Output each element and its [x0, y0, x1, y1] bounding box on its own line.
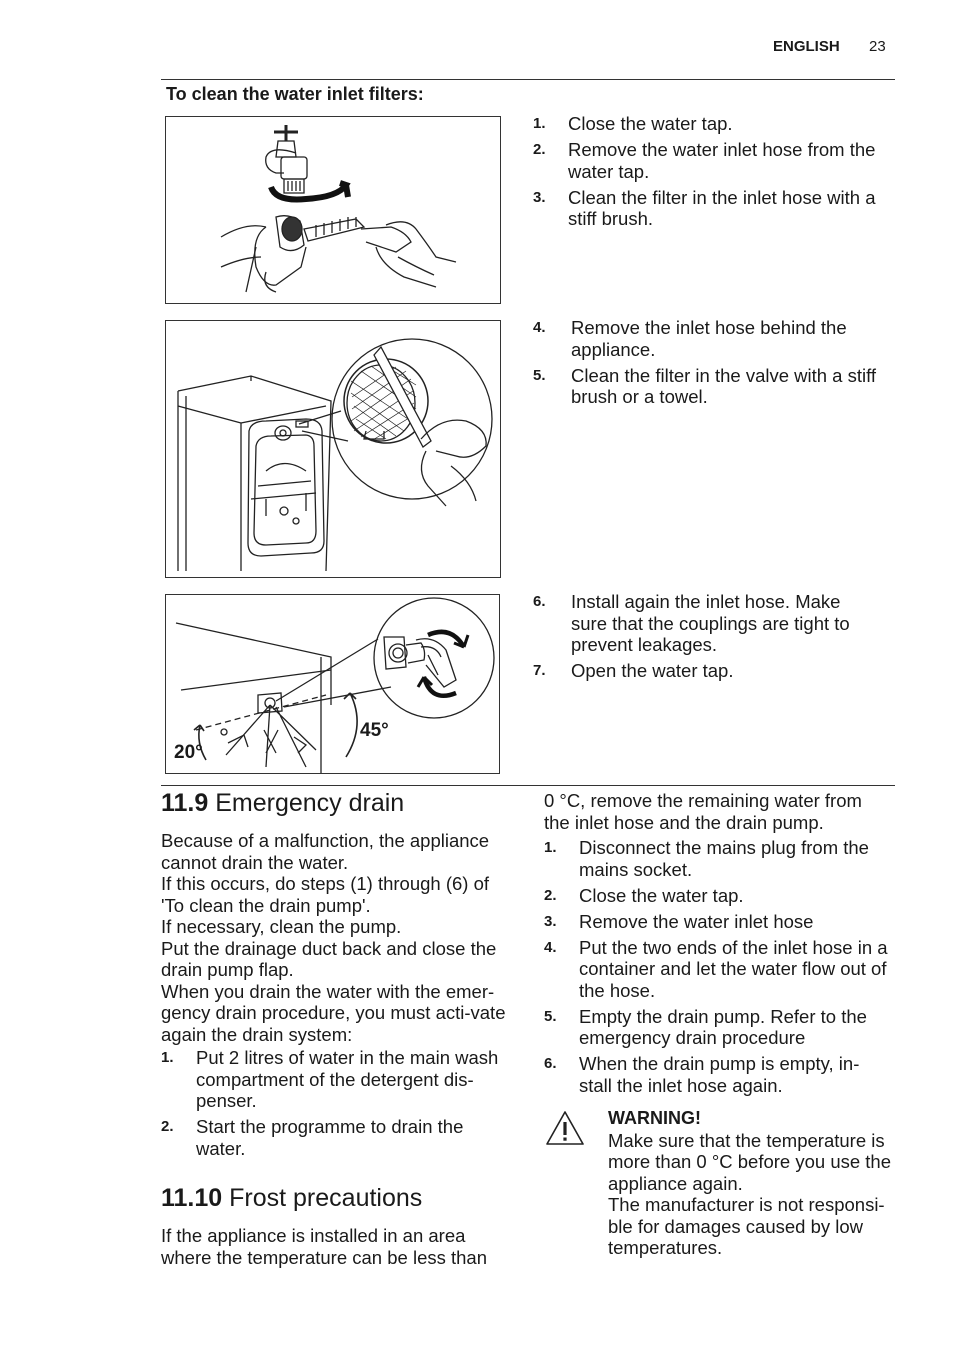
- list-item: 5. Clean the filter in the valve with a stiff brush or a towel.: [533, 364, 877, 407]
- heading-frost-precautions: 11.10 Frost precautions: [161, 1184, 423, 1212]
- running-header-language: ENGLISH: [773, 38, 840, 55]
- warning-text: Make sure that the temperature is more than 0 °C before you use the appliance again.: [608, 1129, 892, 1194]
- inlet-steps-group-1: [533, 113, 878, 234]
- list-item: 5. Empty the drain pump. Refer to the emergency drain procedure: [544, 1005, 867, 1048]
- paragraph: Put the drainage duct back and close the drain pump flap.: [161, 937, 497, 980]
- figure-valve-filter: [165, 320, 501, 578]
- heading-emergency-drain: 11.9 Emergency drain: [161, 789, 405, 817]
- list-item: 2. Remove the water inlet hose from the water tap.: [533, 139, 876, 182]
- list-item: 3. Remove the water inlet hose: [544, 910, 814, 932]
- list-item: 2. Start the programme to drain the water.: [161, 1116, 464, 1159]
- inlet-filters-title: To clean the water inlet filters:: [166, 84, 424, 104]
- list-item: 4. Put the two ends of the inlet hose in a container and let the water flow out of the hose.: [544, 936, 888, 1001]
- frost-intro: If the appliance is installed in an area where the temperature can be less than: [161, 1225, 487, 1268]
- paragraph: If necessary, clean the pump.: [161, 916, 402, 937]
- emergency-drain-steps: [161, 1047, 513, 1164]
- warning-triangle-icon: [545, 1110, 585, 1152]
- list-item: 1. Put 2 litres of water in the main wash compartment of the detergent dis-penser.: [161, 1047, 499, 1111]
- paragraph: Because of a malfunction, the appliance cannot drain the water.: [161, 830, 490, 873]
- angle-label-left: 20°: [174, 742, 203, 763]
- warning-text: The manufacturer is not responsi-ble for damages caused by low temperatures.: [608, 1194, 885, 1258]
- frost-steps: [544, 837, 890, 1101]
- list-item: 1. Close the water tap.: [533, 113, 733, 134]
- list-item: 4. Remove the inlet hose behind the appliance.: [533, 317, 847, 360]
- paragraph: If this occurs, do steps (1) through (6) of 'To clean the drain pump'.: [161, 873, 490, 916]
- emergency-drain-body: [161, 830, 516, 1045]
- angle-label-right: 45°: [360, 720, 389, 741]
- frost-intro-continuation: 0 °C, remove the remaining water from the inlet hose and the drain pump.: [544, 790, 862, 833]
- inlet-steps-group-2: [533, 317, 878, 412]
- list-item: 6. When the drain pump is empty, in-stall the inlet hose again.: [544, 1053, 860, 1096]
- list-item: 6. Install again the inlet hose. Make sure that the couplings are tight to prevent leakages.: [533, 591, 850, 655]
- list-item: 7. Open the water tap.: [533, 660, 734, 681]
- figure-tap-hose-brush: [165, 116, 501, 304]
- figure-reinstall-hose: [165, 594, 500, 774]
- warning-title: WARNING!: [608, 1108, 701, 1128]
- section-rule: [161, 785, 895, 786]
- list-item: 1. Disconnect the mains plug from the mains socket.: [544, 837, 869, 880]
- page-number: 23: [869, 38, 886, 55]
- list-item: 2. Close the water tap.: [544, 884, 744, 906]
- inlet-steps-group-3: [533, 591, 878, 686]
- list-item: 3. Clean the filter in the inlet hose with a stiff brush.: [533, 186, 876, 229]
- header-rule: [161, 79, 895, 80]
- warning-box: [608, 1108, 900, 1259]
- paragraph: When you drain the water with the emer-gency drain procedure, you must acti-vate again the drain system:: [161, 980, 506, 1045]
